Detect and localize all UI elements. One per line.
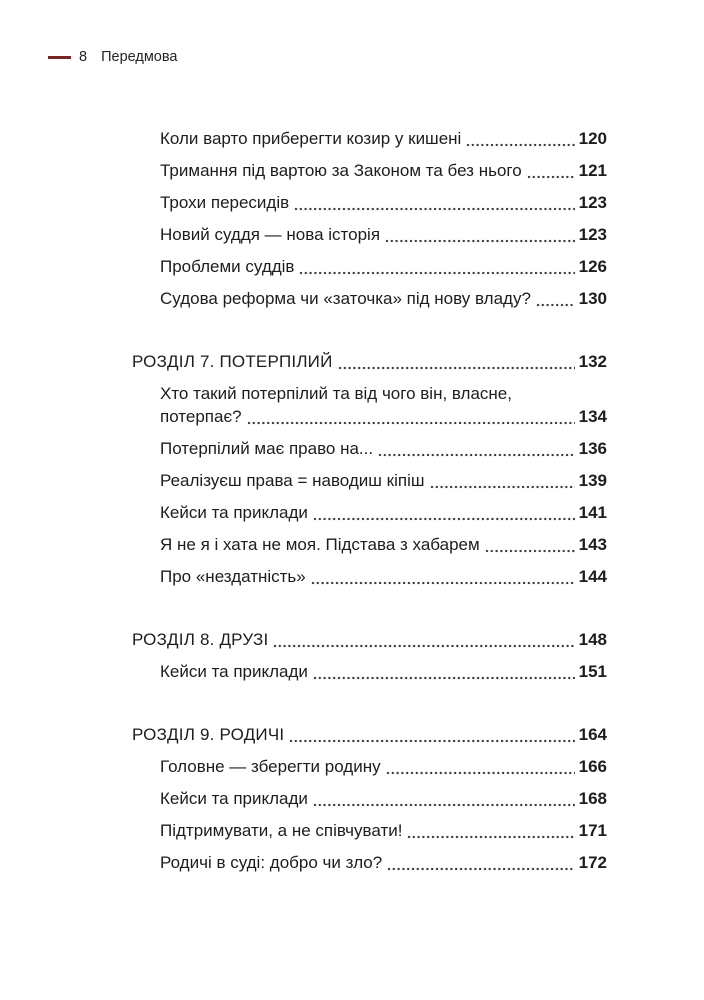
toc-page-number: 168 <box>578 789 607 808</box>
toc-entry <box>132 287 607 310</box>
dot-leader <box>536 287 575 310</box>
toc-entry <box>132 223 607 246</box>
toc-line <box>132 723 607 746</box>
toc-page-number: 132 <box>578 352 607 371</box>
toc-line <box>160 437 607 460</box>
toc-heading-title: РОЗДІЛ 7. ПОТЕРПІЛИЙ <box>132 352 333 371</box>
dot-leader <box>289 723 574 746</box>
toc-line <box>160 755 607 778</box>
toc-page-number: 151 <box>578 662 607 681</box>
dot-leader <box>247 405 575 428</box>
toc-entry <box>132 469 607 492</box>
toc-page-number: 130 <box>578 289 607 308</box>
toc-page-number: 134 <box>578 407 607 426</box>
toc-entry-title: Кейси та приклади <box>160 789 308 808</box>
toc-line <box>160 501 607 524</box>
dot-leader <box>527 159 575 182</box>
toc-entry <box>132 819 607 842</box>
toc-entry <box>132 191 607 214</box>
toc-line <box>160 469 607 492</box>
toc-line <box>160 287 607 310</box>
toc-entry <box>132 159 607 182</box>
toc-page-number: 120 <box>578 129 607 148</box>
toc-page-number: 139 <box>578 471 607 490</box>
toc-entry <box>132 755 607 778</box>
toc-entry-title: Родичі в суді: добро чи зло? <box>160 853 383 872</box>
toc-entry <box>132 501 607 524</box>
toc-page-number: 171 <box>578 821 607 840</box>
toc-entry <box>132 660 607 683</box>
dot-leader <box>311 565 575 588</box>
toc-line <box>160 660 607 683</box>
toc-group <box>132 350 607 597</box>
toc-entry-title: Проблеми суддів <box>160 257 295 276</box>
toc-entry-title: Підтримувати, а не співчувати! <box>160 821 403 840</box>
toc-entry-title: Тримання під вартою за Законом та без нього <box>160 161 522 180</box>
toc-entry-title: Хто такий потерпілий та від чого він, власне, <box>160 384 512 403</box>
toc-section-heading <box>132 723 607 746</box>
toc-line <box>160 851 607 874</box>
table-of-contents <box>132 127 607 883</box>
toc-entry <box>132 255 607 278</box>
toc-line <box>160 255 607 278</box>
toc-heading-title: РОЗДІЛ 8. ДРУЗІ <box>132 630 269 649</box>
dot-leader <box>387 851 574 874</box>
toc-line <box>160 565 607 588</box>
toc-page-number: 143 <box>578 535 607 554</box>
dot-leader <box>430 469 575 492</box>
dot-leader <box>313 660 575 683</box>
dot-leader <box>273 628 574 651</box>
toc-heading-title: РОЗДІЛ 9. РОДИЧІ <box>132 725 285 744</box>
toc-entry-title: Потерпілий має право на... <box>160 439 374 458</box>
header-accent-rule <box>48 56 71 59</box>
toc-line <box>160 533 607 556</box>
toc-line <box>160 382 607 405</box>
toc-line <box>132 628 607 651</box>
toc-page-number: 123 <box>578 225 607 244</box>
toc-page-number: 164 <box>578 725 607 744</box>
dot-leader <box>385 223 575 246</box>
toc-page-number: 148 <box>578 630 607 649</box>
toc-page-number: 121 <box>578 161 607 180</box>
toc-line <box>160 127 607 150</box>
dot-leader <box>294 191 574 214</box>
dot-leader <box>485 533 575 556</box>
toc-page-number: 166 <box>578 757 607 776</box>
dot-leader <box>378 437 575 460</box>
toc-entry <box>132 437 607 460</box>
toc-entry-title: Коли варто приберегти козир у кишені <box>160 129 462 148</box>
toc-section-heading <box>132 350 607 373</box>
toc-entry-title: Головне — зберегти родину <box>160 757 381 776</box>
toc-entry <box>132 787 607 810</box>
toc-entry-title: Трохи пересидів <box>160 193 290 212</box>
toc-entry-title: Кейси та приклади <box>160 503 308 522</box>
toc-page-number: 172 <box>578 853 607 872</box>
toc-group <box>132 723 607 883</box>
toc-entry <box>132 382 607 428</box>
toc-entry-title: Судова реформа чи «заточка» під нову владу? <box>160 289 531 308</box>
toc-entry-title: Я не я і хата не моя. Підстава з хабарем <box>160 535 480 554</box>
toc-page-number: 123 <box>578 193 607 212</box>
dot-leader <box>313 787 575 810</box>
toc-entry <box>132 851 607 874</box>
dot-leader <box>313 501 575 524</box>
toc-entry <box>132 127 607 150</box>
toc-line <box>160 159 607 182</box>
toc-line <box>160 787 607 810</box>
dot-leader <box>407 819 574 842</box>
toc-entry-title: потерпає? <box>160 407 242 426</box>
dot-leader <box>386 755 575 778</box>
toc-line <box>160 191 607 214</box>
toc-group <box>132 127 607 319</box>
toc-entry-title: Про «нездатність» <box>160 567 306 586</box>
toc-entry-title: Реалізуєш права = наводиш кіпіш <box>160 471 425 490</box>
toc-line <box>160 819 607 842</box>
toc-page-number: 141 <box>578 503 607 522</box>
toc-entry <box>132 565 607 588</box>
toc-line <box>160 223 607 246</box>
toc-page-number: 126 <box>578 257 607 276</box>
toc-group <box>132 628 607 692</box>
toc-line <box>160 405 607 428</box>
header-chapter-title: Передмова <box>101 49 178 65</box>
toc-page-number: 136 <box>578 439 607 458</box>
toc-line <box>132 350 607 373</box>
dot-leader <box>338 350 575 373</box>
toc-entry-title: Кейси та приклади <box>160 662 308 681</box>
toc-entry-title: Новий суддя — нова історія <box>160 225 381 244</box>
page-header <box>48 49 177 65</box>
toc-section-heading <box>132 628 607 651</box>
dot-leader <box>299 255 574 278</box>
toc-entry <box>132 533 607 556</box>
header-page-number: 8 <box>79 49 88 65</box>
toc-page-number: 144 <box>578 567 607 586</box>
dot-leader <box>466 127 574 150</box>
